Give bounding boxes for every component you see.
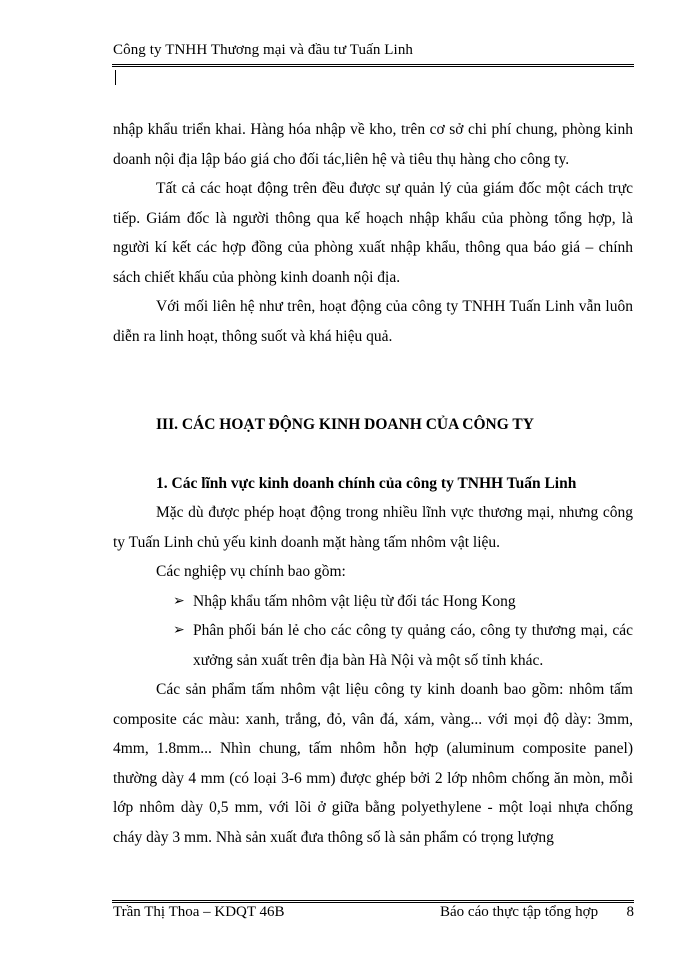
- subsection-title: 1. Các lĩnh vực kinh doanh chính của công ty TNHH Tuấn Linh: [156, 474, 577, 492]
- header-divider: [112, 64, 634, 67]
- text-cursor: [115, 70, 116, 85]
- list-intro: Các nghiệp vụ chính bao gồm:: [156, 563, 346, 580]
- footer-divider: [112, 900, 634, 903]
- paragraph: Các sản phẩm tấm nhôm vật liệu công ty kinh doanh bao gồm: nhôm tấm composite các màu: xanh, trắng, đỏ, vân đá, xám, vàng... với mọi độ dày: 3mm, 4mm, 1.8mm... Nhìn chung, tấm nhôm hỗn hợp (aluminum composite panel) thường dày 4 mm (có loại 3-6 mm) được ghép bởi 2 lớp nhôm chống ăn mòn, mỗi lớp nhôm dày 0,5 mm, với lõi ở giữa bằng polyethylene - một loại nhựa chống cháy dày 3 mm. Nhà sản xuất đưa thông số là sản phẩm có trọng lượng: [113, 681, 633, 846]
- list-item: [113, 616, 633, 675]
- bullet-list: [113, 587, 633, 676]
- paragraph-continued: nhập khẩu triển khai. Hàng hóa nhập về kho, trên cơ sở chi phí chung, phòng kinh doanh nội địa lập báo giá cho đối tác,liên hệ và tiêu thụ hàng cho công ty.: [113, 121, 633, 168]
- document-body: [113, 115, 633, 852]
- paragraph: Với mối liên hệ như trên, hoạt động của công ty TNHH Tuấn Linh vẫn luôn diễn ra linh hoạt, thông suốt và khá hiệu quả.: [113, 298, 633, 345]
- footer-report-title: Báo cáo thực tập tổng hợp: [440, 904, 599, 920]
- list-item: [113, 587, 633, 617]
- section-title: III. CÁC HOẠT ĐỘNG KINH DOANH CỦA CÔNG TY: [156, 416, 534, 433]
- list-item-text: Nhập khẩu tấm nhôm vật liệu từ đối tác Hong Kong: [193, 592, 516, 610]
- page-number: 8: [626, 904, 634, 920]
- list-item-text: Phân phối bán lẻ cho các công ty quảng cáo, công ty thương mại, các xưởng sản xuất trên địa bàn Hà Nội và một số tỉnh khác.: [193, 622, 633, 669]
- page-header: Công ty TNHH Thương mại và đầu tư Tuấn Linh: [113, 42, 414, 58]
- arrow-bullet-icon: ➢: [173, 593, 185, 609]
- paragraph: Tất cả các hoạt động trên đều được sự quản lý của giám đốc một cách trực tiếp. Giám đốc là người thông qua kế hoạch nhập khẩu của phòng tổng hợp, là người kí kết các hợp đồng của phòng xuất nhập khẩu, thông qua báo giá – chính sách chiết khấu của phòng kinh doanh nội địa.: [113, 180, 633, 286]
- arrow-bullet-icon: ➢: [173, 623, 185, 638]
- footer-right: [440, 904, 634, 921]
- paragraph: Mặc dù được phép hoạt động trong nhiều lĩnh vực thương mại, nhưng công ty Tuấn Linh chủ yếu kinh doanh mặt hàng tấm nhôm vật liệu.: [113, 504, 633, 551]
- footer-author: Trần Thị Thoa – KDQT 46B: [113, 904, 285, 920]
